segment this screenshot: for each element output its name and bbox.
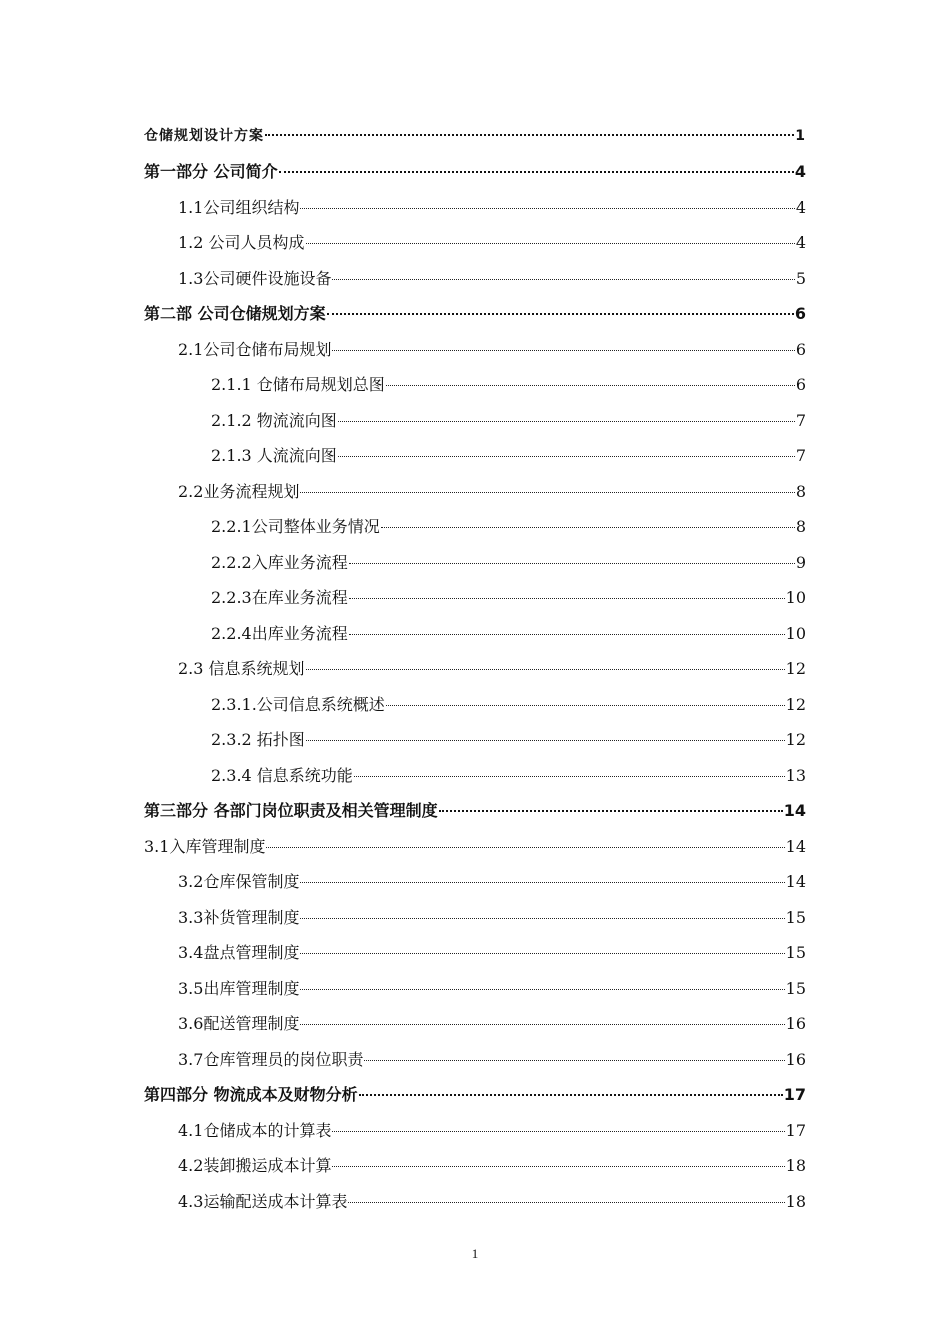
toc-entry-page: 7 (795, 446, 806, 465)
toc-entry-label: 3.6配送管理制度 (178, 1014, 300, 1033)
toc-entry-label: 2.2.2入库业务流程 (211, 553, 348, 572)
toc-entry-label: 2.1公司仓储布局规划 (178, 340, 332, 359)
toc-entry[interactable] (178, 1154, 806, 1178)
page-number-footer: 1 (471, 1246, 479, 1261)
toc-entry[interactable] (144, 799, 806, 823)
toc-entry-page: 7 (795, 411, 806, 430)
toc-leader-dots (279, 171, 794, 173)
toc-entry[interactable] (178, 231, 806, 255)
toc-entry[interactable] (211, 373, 806, 397)
toc-entry-label: 4.2装卸搬运成本计算 (178, 1156, 332, 1175)
toc-leader-dots (300, 989, 784, 990)
toc-entry[interactable] (178, 338, 806, 362)
toc-entry-page: 16 (785, 1050, 806, 1069)
toc-entry-label: 2.1.2 物流流向图 (211, 411, 337, 430)
toc-entry-label: 2.3.4 信息系统功能 (211, 766, 353, 785)
toc-entry-page: 4 (795, 233, 806, 252)
toc-entry-label: 3.2仓库保管制度 (178, 872, 300, 891)
toc-leader-dots (381, 527, 795, 528)
toc-entry[interactable] (211, 409, 806, 433)
toc-leader-dots (348, 1202, 784, 1203)
toc-leader-dots (349, 563, 795, 564)
toc-entry-page: 13 (785, 766, 806, 785)
toc-entry-page: 8 (795, 482, 806, 501)
toc-entry-page: 18 (785, 1192, 806, 1211)
toc-leader-dots (354, 776, 785, 777)
toc-entry-page: 5 (795, 269, 806, 288)
toc-entry[interactable] (211, 551, 806, 575)
toc-entry-label: 第四部分 物流成本及财物分析 (144, 1085, 358, 1104)
toc-entry[interactable] (178, 1119, 806, 1143)
toc-leader-dots (266, 847, 784, 848)
toc-entry-page: 15 (785, 908, 806, 927)
toc-entry[interactable] (178, 941, 806, 965)
toc-entry-page: 4 (795, 198, 806, 217)
toc-leader-dots (300, 492, 794, 493)
toc-entry[interactable] (178, 657, 806, 681)
toc-entry-page: 14 (785, 872, 806, 891)
toc-entry-page: 12 (785, 659, 806, 678)
toc-entry[interactable] (178, 480, 806, 504)
toc-entry[interactable] (211, 515, 806, 539)
toc-entry[interactable] (144, 160, 806, 184)
toc-entry-label: 第三部分 各部门岗位职责及相关管理制度 (144, 801, 438, 820)
toc-entry-page: 1 (795, 128, 806, 144)
toc-leader-dots (386, 385, 795, 386)
toc-entry-page: 14 (785, 837, 806, 856)
toc-leader-dots (349, 634, 785, 635)
toc-entry-label: 2.1.3 人流流向图 (211, 446, 337, 465)
toc-entry-label: 第一部分 公司简介 (144, 162, 278, 181)
toc-entry-label: 2.2.4出库业务流程 (211, 624, 348, 643)
toc-entry[interactable] (144, 302, 806, 326)
toc-leader-dots (327, 313, 794, 315)
toc-leader-dots (332, 279, 794, 280)
toc-entry[interactable] (178, 906, 806, 930)
toc-entry-label: 3.1入库管理制度 (144, 837, 266, 856)
toc-entry[interactable] (211, 728, 806, 752)
toc-leader-dots (306, 243, 795, 244)
toc-leader-dots (338, 456, 795, 457)
toc-entry-page: 15 (785, 979, 806, 998)
toc-entry-label: 3.5出库管理制度 (178, 979, 300, 998)
toc-entry[interactable] (211, 586, 806, 610)
toc-leader-dots (332, 1131, 784, 1132)
toc-entry-label: 2.3.2 拓扑图 (211, 730, 305, 749)
toc-entry[interactable] (178, 870, 806, 894)
toc-entry-page: 18 (785, 1156, 806, 1175)
toc-leader-dots (300, 208, 794, 209)
toc-entry-label: 2.2.3在库业务流程 (211, 588, 348, 607)
toc-entry[interactable] (178, 267, 806, 291)
toc-entry-label: 2.2.1公司整体业务情况 (211, 517, 380, 536)
toc-entry-page: 6 (794, 304, 806, 323)
toc-leader-dots (300, 953, 784, 954)
toc-entry-label: 3.3补货管理制度 (178, 908, 300, 927)
toc-entry[interactable] (178, 1048, 806, 1072)
toc-entry-label: 仓储规划设计方案 (144, 128, 264, 144)
toc-entry-label: 2.1.1 仓储布局规划总图 (211, 375, 385, 394)
toc-entry[interactable] (178, 1012, 806, 1036)
toc-entry[interactable] (144, 835, 806, 859)
toc-entry-label: 2.3.1.公司信息系统概述 (211, 695, 385, 714)
toc-entry[interactable] (211, 764, 806, 788)
toc-entry[interactable] (211, 622, 806, 646)
toc-leader-dots (306, 740, 785, 741)
toc-entry-page: 9 (795, 553, 806, 572)
toc-leader-dots (300, 1024, 784, 1025)
toc-entry[interactable] (211, 444, 806, 468)
toc-leader-dots (439, 810, 783, 812)
toc-entry-label: 2.2业务流程规划 (178, 482, 300, 501)
toc-entry-label: 3.4盘点管理制度 (178, 943, 300, 962)
toc-entry-label: 1.3公司硬件设施设备 (178, 269, 332, 288)
toc-leader-dots (332, 350, 794, 351)
toc-entry-label: 1.1公司组织结构 (178, 198, 300, 217)
toc-entry-page: 17 (785, 1121, 806, 1140)
toc-entry-page: 15 (785, 943, 806, 962)
toc-leader-dots (364, 1060, 784, 1061)
toc-leader-dots (306, 669, 785, 670)
toc-entry-label: 1.2 公司人员构成 (178, 233, 305, 252)
toc-entry-page: 17 (783, 1085, 806, 1104)
toc-leader-dots (265, 134, 794, 136)
toc-entry-label: 3.7仓库管理员的岗位职责 (178, 1050, 364, 1069)
toc-entry-page: 6 (795, 375, 806, 394)
toc-entry-page: 10 (785, 624, 806, 643)
toc-entry-page: 12 (785, 695, 806, 714)
toc-entry-label: 2.3 信息系统规划 (178, 659, 305, 678)
toc-entry[interactable] (178, 1190, 806, 1214)
toc-entry-label: 4.1仓储成本的计算表 (178, 1121, 332, 1140)
toc-entry[interactable] (178, 196, 806, 220)
toc-leader-dots (386, 705, 785, 706)
toc-entry-label: 第二部 公司仓储规划方案 (144, 304, 326, 323)
toc-entry-page: 12 (785, 730, 806, 749)
toc-leader-dots (300, 882, 784, 883)
toc-leader-dots (338, 421, 795, 422)
toc-entry-page: 14 (783, 801, 806, 820)
toc-leader-dots (300, 918, 784, 919)
toc-leader-dots (349, 598, 785, 599)
toc-entry[interactable] (144, 124, 806, 148)
toc-entry-page: 6 (795, 340, 806, 359)
toc-entry-page: 4 (794, 162, 806, 181)
toc-entry[interactable] (211, 693, 806, 717)
toc-entry[interactable] (144, 1083, 806, 1107)
toc-entry[interactable] (178, 977, 806, 1001)
toc-entry-page: 16 (785, 1014, 806, 1033)
toc-leader-dots (332, 1166, 784, 1167)
toc-entry-page: 8 (795, 517, 806, 536)
toc-entry-label: 4.3运输配送成本计算表 (178, 1192, 348, 1211)
toc-leader-dots (359, 1094, 783, 1096)
toc-entry-page: 10 (785, 588, 806, 607)
